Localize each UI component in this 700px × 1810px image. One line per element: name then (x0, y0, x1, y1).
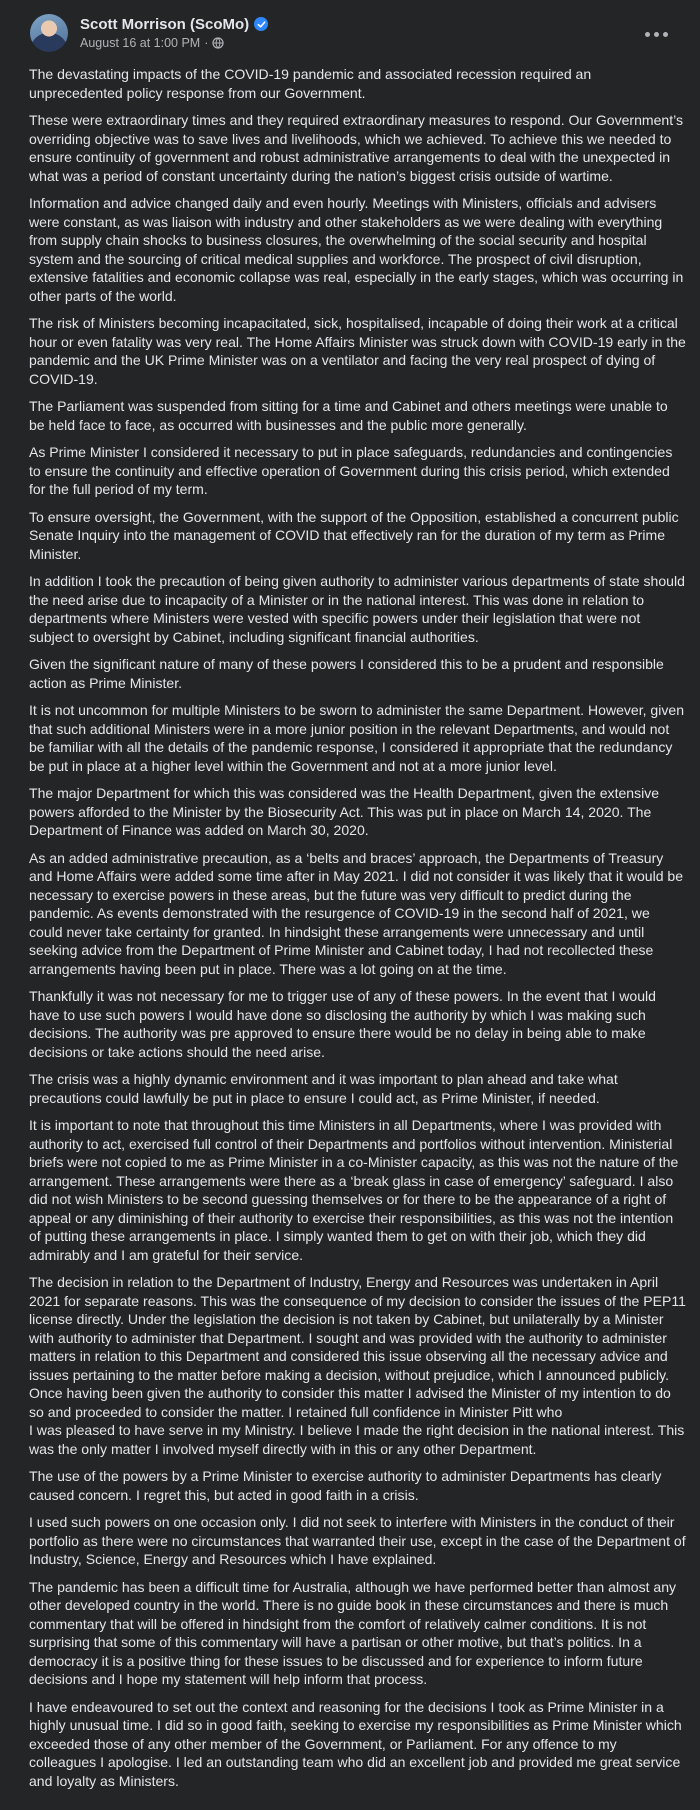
author-avatar[interactable] (30, 14, 68, 52)
post-paragraph: I have endeavoured to set out the context and reasoning for the decisions I took as Prime Minister in a highly unusual time. I did so in good faith, seeking to exercise my responsibilities as Prime Minister which exceeded those of any other member of the Government, or Parliament. For any offence to my colleagues I apologise. I led an outstanding team who did an excellent job and provided me great service and loyalty as Ministers. (29, 1698, 682, 1789)
post-paragraph: Information and advice changed daily and even hourly. Meetings with Ministers, officials and advisers were constant, as was liaison with industry and other stakeholders as we were dealing with everything from supply chain shocks to business closures, the overwhelming of the social security and hospital system and the sourcing of critical medical supplies and workforce. The prospect of civil disruption, extensive fatalities and economic collapse was real, especially in the early stages, which was occurring in other parts of the world. (29, 195, 684, 304)
post-paragraph: The Parliament was suspended from sitting for a time and Cabinet and others meetings were unable to be held face to face, as occurred with businesses and the public more generally. (29, 398, 668, 433)
post-timestamp[interactable]: August 16 at 1:00 PM (80, 36, 201, 50)
author-name[interactable]: Scott Morrison (ScoMo) (80, 15, 250, 33)
author-row (80, 14, 268, 34)
globe-icon[interactable] (212, 37, 224, 49)
post-paragraph: To ensure oversight, the Government, with the support of the Opposition, established a concurrent public Senate Inquiry into the management of COVID that effectively ran for the duration of my term as Prime Minister. (29, 508, 679, 562)
post-paragraph: Thankfully it was not necessary for me to trigger use of any of these powers. In the event that I would have to use such powers I would have done so disclosing the authority by which I was making such decisions. The authority was pre approved to ensure there would be no delay in being able to make decisions or take actions should the need arise. (29, 988, 656, 1060)
verified-badge-icon (254, 17, 268, 31)
post-paragraph: The use of the powers by a Prime Minister to exercise authority to administer Departments has clearly caused concern. I regret this, but acted in good faith in a crisis. (29, 1468, 662, 1503)
post-paragraph: These were extraordinary times and they required extraordinary measures to respond. Our Government’s overriding objective was to save lives and livelihoods, which we achieved. To achieve this we needed to ensure continuity of government and robust administrative arrangements to deal with the unexpected in what was a period of constant uncertainty during the nation’s biggest crisis outside of wartime. (29, 112, 684, 184)
separator-dot: · (204, 36, 209, 50)
post-body (0, 65, 700, 1790)
post-paragraph: The devastating impacts of the COVID-19 pandemic and associated recession required an unprecedented policy response from our Government. (29, 66, 592, 101)
post-paragraph: The major Department for which this was considered was the Health Department, given the extensive powers afforded to the Minister by the Biosecurity Act. This was put in place on March 14, 2020. The Department of Finance was added on March 30, 2020. (29, 785, 660, 838)
post-paragraph: The pandemic has been a difficult time for Australia, although we have performed better than almost any other developed country in the world. There is no guide book in these circumstances and there is much commentary that will be offered in hindsight from the comfort of relatively calmer conditions. It is not surprising that some of this commentary will have a partisan or other motive, but that’s politics. In a democracy it is a positive thing for these issues to be discussed and for experience to inform future decisions and I hope my statement will help inform that process. (29, 1578, 677, 1687)
post-paragraph: Given the significant nature of many of these powers I considered this to be a prudent and responsible action as Prime Minister. (29, 656, 664, 691)
post-paragraph: It is not uncommon for multiple Ministers to be sworn to administer the same Department. However, given that such additional Ministers were in a more junior position in the relevant Departments, and would not be familiar with all the details of the pandemic response, I considered it appropriate that the redundancy be put in place at a higher level within the Government and not at a more junior level. (29, 702, 685, 774)
post-paragraph: As an added administrative precaution, as a ‘belts and braces’ approach, the Departments of Treasury and Home Affairs were added some time after in May 2021. I did not consider it was likely that it would be necessary to exercise powers in these areas, but the future was very difficult to predict during the pandemic. As events demonstrated with the resurgence of COVID-19 in the second half of 2021, we could never take certainty for granted. In hindsight these arrangements were unnecessary and until seeking advice from the Department of Prime Minister and Cabinet today, I had not recollected these arrangements having been put in place. There was a lot going on at the time. (29, 849, 684, 977)
post-paragraph: The risk of Ministers becoming incapacitated, sick, hospitalised, incapable of doing their work at a critical hour or even fatality was very real. The Home Affairs Minister was struck down with COVID-19 early in the pandemic and the UK Prime Minister was on a ventilator and facing the very real prospect of dying of COVID-19. (29, 315, 686, 387)
post-header (0, 14, 700, 56)
post-paragraph: As Prime Minister I considered it necessary to put in place safeguards, redundancies and contingencies to ensure the continuity and effective operation of Government during this crisis period, which extended for the full period of my term. (29, 444, 673, 497)
post-subline (80, 36, 268, 50)
post-paragraph: It is important to note that throughout this time Ministers in all Departments, where I was provided with authority to act, exercised full control of their Departments and portfolios without intervention. Ministerial briefs were not copied to me as Prime Minister in a co-Minister capacity, as this was not the nature of the arrangement. These arrangements were there as a ‘break glass in case of emergency’ safeguard. I also did not wish Ministers to be second guessing themselves or for there to be the appearance of a right of appeal or any diminishing of their authority to exercise their responsibilities, as this was not the intention of putting these arrangements in place. I simply wanted them to get on with their job, which they did admirably and I am grateful for their service. (29, 1117, 679, 1263)
post-paragraph: I used such powers on one occasion only. I did not seek to interfere with Ministers in the conduct of their portfolio as there were no circumstances that warranted their use, except in the case of the Department of Industry, Science, Energy and Resources which I have explained. (29, 1514, 686, 1567)
more-options-icon[interactable] (638, 24, 674, 44)
post-meta (80, 14, 268, 50)
post-paragraph: The crisis was a highly dynamic environment and it was important to plan ahead and take what precautions could lawfully be put in place to ensure I could act, as Prime Minister, if needed. (29, 1071, 618, 1106)
post-paragraph: In addition I took the precaution of being given authority to administer various departments of state should the need arise due to incapacity of a Minister or in the national interest. This was done in relation to departments where Ministers were vested with specific powers under their legislation that were not subject to oversight by Cabinet, including significant financial authorities. (29, 573, 685, 645)
post-paragraph: The decision in relation to the Department of Industry, Energy and Resources was undertaken in April 2021 for separate reasons. This was the consequence of my decision to consider the issues of the PEP11 license directly. Under the legislation the decision is not taken by Cabinet, but unilaterally by a Minister with authority to administer that Department. I sought and was provided with the authority to administer matters in relation to this Department and considered this issue observing all the necessary advice and issues pertaining to the matter before making a decision, without prejudice, which I announced publicly. Once having been given the authority to consider this matter I advised the Minister of my intention to do so and proceeded to consider the matter. I retained full confidence in Minister Pitt who I was pleased to have serve in my Ministry. I believe I made the right decision in the national interest. This was the only matter I involved myself directly with in this or any other Department. (29, 1274, 686, 1457)
